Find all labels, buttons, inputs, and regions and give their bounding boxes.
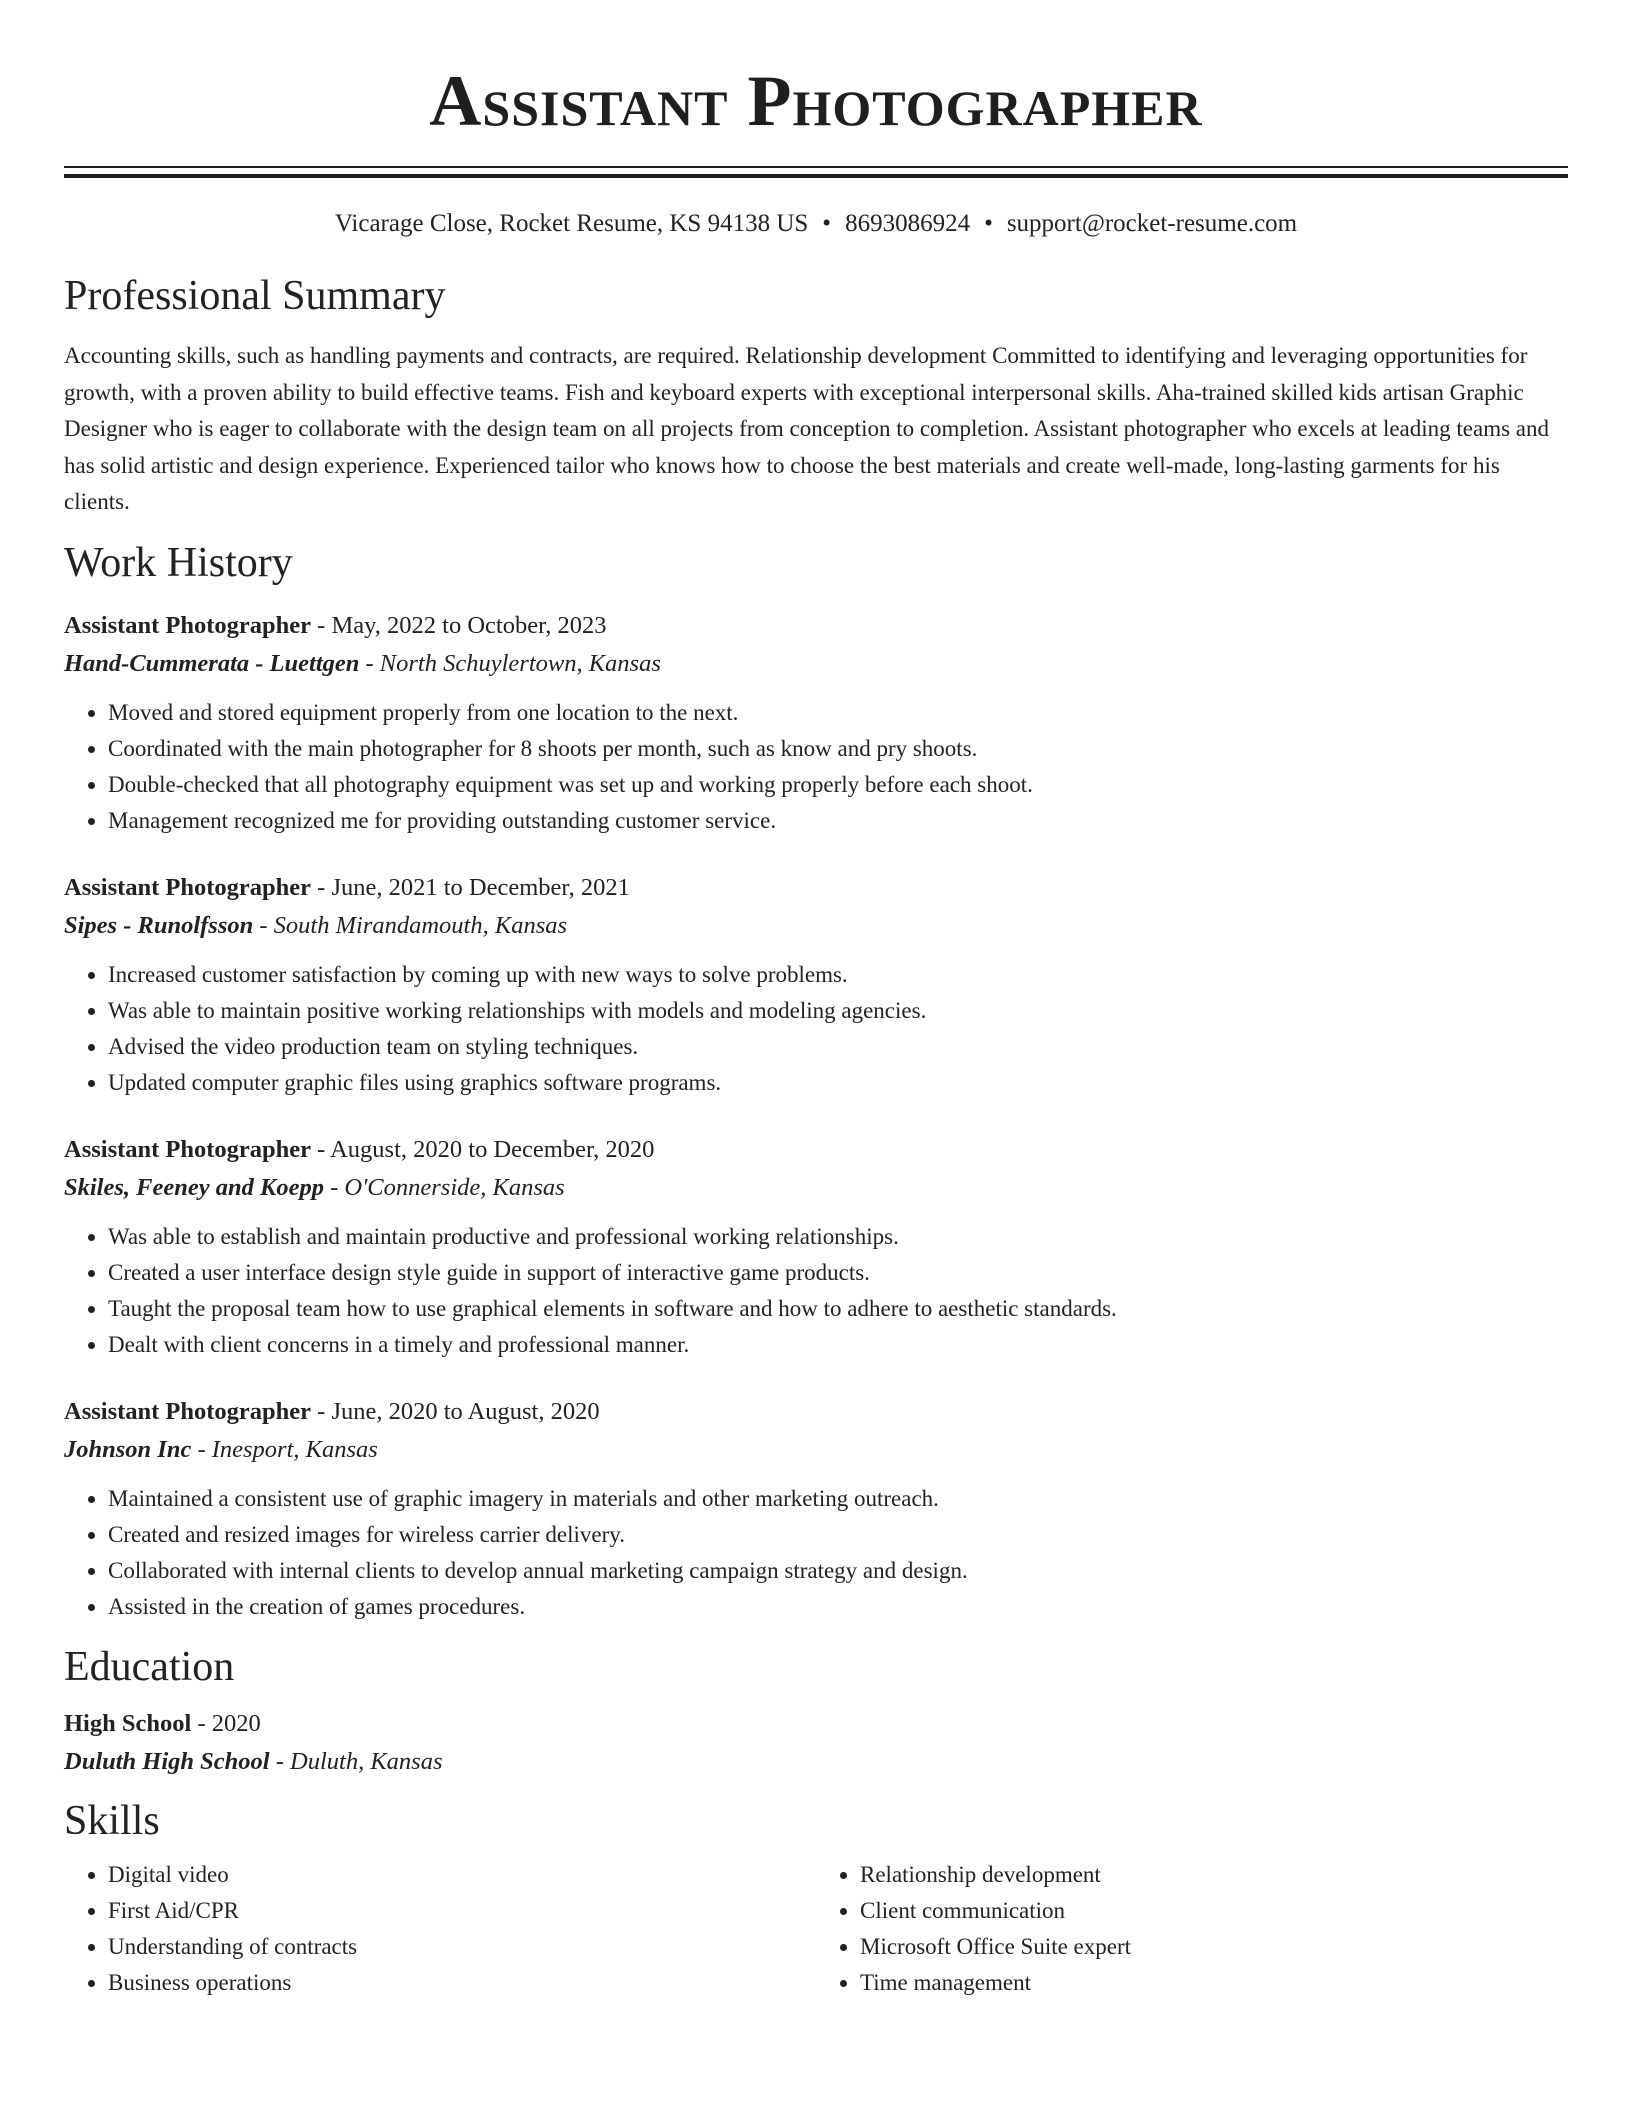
- job-header: [64, 1131, 1568, 1169]
- job-bullet: • Created a user interface design style guide in support of interactive game products.: [108, 1255, 1568, 1291]
- job-header: [64, 1393, 1568, 1431]
- work-history-heading: Work History: [64, 539, 293, 586]
- job-bullets: [64, 957, 1568, 1101]
- summary-text: Accounting skills, such as handling payments and contracts, are required. Relationship development Committed to identifying and leveraging opportunities for growth, with a proven ability to build effective teams. Fish and keyboard experts with exceptional interpersonal skills. Aha-trained skilled kids artisan Graphic Designer who is eager to collaborate with the design team on all projects from conception to completion. Assistant photographer who excels at leading teams and has solid artistic and design experience. Experienced tailor who knows how to choose the best materials and create well-made, long-lasting garments for his clients.: [64, 343, 1550, 514]
- work-history-section: [64, 537, 1568, 1625]
- job-bullet: • Management recognized me for providing outstanding customer service.: [108, 803, 1568, 839]
- job-bullet: • Taught the proposal team how to use graphical elements in software and how to adhere to aesthetic standards.: [108, 1291, 1568, 1327]
- contact-separator: •: [984, 210, 993, 237]
- job-title: Assistant Photographer: [64, 1397, 312, 1425]
- skill-item: • Client communication: [860, 1893, 1568, 1929]
- skills-list-right: [816, 1857, 1568, 2001]
- job-company: Sipes - Runolfsson: [64, 911, 254, 939]
- job-bullet: • Assisted in the creation of games procedures.: [108, 1589, 1568, 1625]
- job-bullets: [64, 1219, 1568, 1363]
- job-company: Johnson Inc: [64, 1435, 192, 1463]
- job-title: Assistant Photographer: [64, 873, 312, 901]
- job-location: - South Mirandamouth, Kansas: [253, 911, 568, 939]
- skill-item: • Relationship development: [860, 1857, 1568, 1893]
- skill-item: • First Aid/CPR: [108, 1893, 816, 1929]
- contact-address: Vicarage Close, Rocket Resume, KS 94138 US: [334, 210, 809, 237]
- contact-separator: •: [822, 210, 832, 237]
- job-title: Assistant Photographer: [64, 611, 312, 639]
- skill-item: • Business operations: [108, 1965, 816, 2001]
- education-school: Duluth High School: [64, 1747, 270, 1775]
- title-rule-thick: [64, 174, 1568, 178]
- job-bullets: [64, 695, 1568, 839]
- education-school-line: [64, 1743, 1568, 1781]
- contact-line: [64, 208, 1568, 240]
- job-bullet: • Was able to establish and maintain productive and professional working relationships.: [108, 1219, 1568, 1255]
- job-entry: [64, 1393, 1568, 1625]
- education-degree: High School: [64, 1709, 192, 1737]
- skill-item: • Understanding of contracts: [108, 1929, 816, 1965]
- job-bullet: • Advised the video production team on styling techniques.: [108, 1029, 1568, 1065]
- job-company: Hand-Cummerata - Luettgen: [64, 649, 360, 677]
- job-bullet: • Was able to maintain positive working relationships with models and modeling agencies.: [108, 993, 1568, 1029]
- skill-item: • Microsoft Office Suite expert: [860, 1929, 1568, 1965]
- job-employer: [64, 1431, 1568, 1469]
- job-bullet: • Increased customer satisfaction by coming up with new ways to solve problems.: [108, 957, 1568, 993]
- summary-section: [64, 270, 1568, 521]
- job-entry: [64, 607, 1568, 839]
- skills-columns: [64, 1857, 1568, 2001]
- job-bullet: • Double-checked that all photography equipment was set up and working properly before each shoot.: [108, 767, 1568, 803]
- contact-email: support@rocket-resume.com: [1006, 210, 1298, 237]
- skill-item: • Time management: [860, 1965, 1568, 2001]
- job-bullet: • Moved and stored equipment properly from one location to the next.: [108, 695, 1568, 731]
- job-header: [64, 607, 1568, 645]
- title-rule-thin: [64, 166, 1568, 168]
- job-title: Assistant Photographer: [64, 1135, 312, 1163]
- job-entry: [64, 869, 1568, 1101]
- skill-item: • Digital video: [108, 1857, 816, 1893]
- job-company: Skiles, Feeney and Koepp: [64, 1173, 324, 1201]
- job-location: - Inesport, Kansas: [191, 1435, 378, 1463]
- job-bullets: [64, 1481, 1568, 1625]
- job-bullet: • Maintained a consistent use of graphic imagery in materials and other marketing outreach.: [108, 1481, 1568, 1517]
- resume-title: Assistant Photographer: [429, 61, 1203, 141]
- education-header: [64, 1705, 1568, 1743]
- job-bullet: • Created and resized images for wireless carrier delivery.: [108, 1517, 1568, 1553]
- job-dates: - August, 2020 to December, 2020: [311, 1135, 655, 1163]
- job-bullet: • Updated computer graphic files using graphics software programs.: [108, 1065, 1568, 1101]
- job-bullet: • Collaborated with internal clients to develop annual marketing campaign strategy and design.: [108, 1553, 1568, 1589]
- education-heading: Education: [64, 1643, 235, 1690]
- job-employer: [64, 907, 1568, 945]
- job-employer: [64, 645, 1568, 683]
- job-header: [64, 869, 1568, 907]
- job-location: - O'Connerside, Kansas: [323, 1173, 565, 1201]
- job-bullet: • Coordinated with the main photographer for 8 shoots per month, such as know and pry shoots.: [108, 731, 1568, 767]
- contact-phone: 8693086924: [845, 210, 971, 237]
- job-location: - North Schuylertown, Kansas: [359, 649, 661, 677]
- education-section: [64, 1641, 1568, 1781]
- job-entry: [64, 1131, 1568, 1363]
- summary-heading: Professional Summary: [64, 273, 446, 319]
- job-employer: [64, 1169, 1568, 1207]
- education-location: - Duluth, Kansas: [269, 1747, 443, 1775]
- education-entry: [64, 1705, 1568, 1781]
- job-bullet: • Dealt with client concerns in a timely and professional manner.: [108, 1327, 1568, 1363]
- job-dates: - June, 2021 to December, 2021: [311, 873, 630, 901]
- skills-section: [64, 1795, 1568, 2001]
- skills-list-left: [64, 1857, 816, 2001]
- job-dates: - May, 2022 to October, 2023: [311, 611, 607, 639]
- education-year: - 2020: [191, 1709, 261, 1737]
- job-dates: - June, 2020 to August, 2020: [311, 1397, 600, 1425]
- skills-heading: Skills: [64, 1797, 160, 1844]
